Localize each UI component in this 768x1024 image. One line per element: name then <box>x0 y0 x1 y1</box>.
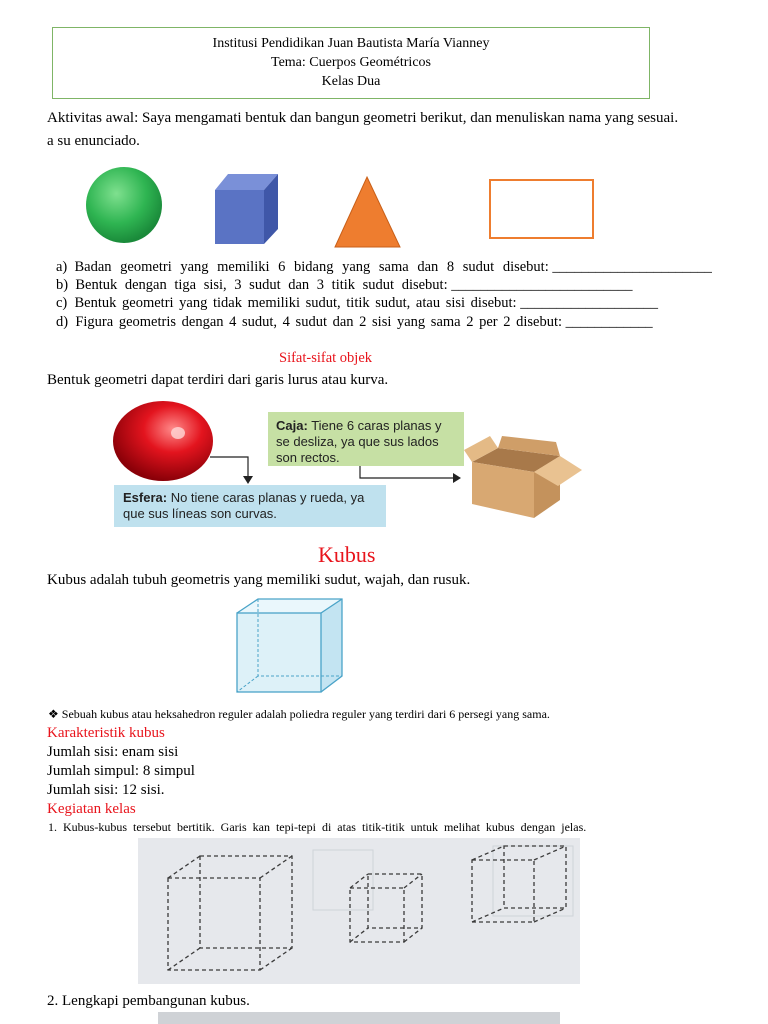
esfera-label: Esfera: <box>123 490 168 505</box>
question-c: c) Bentuk geometri yang tidak memiliki sudut, titik sudut, atau sisi disebut: ___________________ <box>56 295 658 311</box>
question-a: a) Badan geometri yang memiliki 6 bidang yang sama dan 8 sudut disebut: ______________________ <box>56 259 712 275</box>
diamond-bullet-icon: ❖ <box>48 707 59 721</box>
intro-line-1: Aktivitas awal: Saya mengamati bentuk dan bangun geometri berikut, dan menuliskan nama yang sesuai. <box>47 110 679 126</box>
grade-label: Kelas Dua <box>321 74 381 89</box>
characteristics-item-2: Jumlah simpul: 8 simpul <box>47 763 195 779</box>
caja-text: Tiene 6 caras planas y se desliza, ya que sus lados son rectos. <box>276 418 442 465</box>
kubus-bullet: ❖ Sebuah kubus atau heksahedron reguler adalah poliedra reguler yang terdiri dari 6 persegi yang sama. <box>48 707 550 721</box>
intro-line-2: a su enunciado. <box>47 133 140 149</box>
caja-card <box>268 412 464 466</box>
task-1: 1. Kubus-kubus tersebut bertitik. Garis kan tepi-tepi di atas titik-titik untuk melihat kubus dengan jelas. <box>48 820 587 834</box>
answer-blank-b[interactable]: _________________________ <box>451 277 633 293</box>
characteristics-item-1: Jumlah sisi: enam sisi <box>47 744 179 760</box>
esfera-card <box>114 485 386 527</box>
answer-blank-c[interactable]: ___________________ <box>520 295 658 311</box>
kubus-definition: Kubus adalah tubuh geometris yang memiliki sudut, wajah, dan rusuk. <box>47 572 471 588</box>
cube-construction-photo <box>158 1012 560 1024</box>
characteristics-item-3: Jumlah sisi: 12 sisi. <box>47 782 165 798</box>
blue-cube <box>215 174 278 244</box>
esfera-text: No tiene caras planas y rueda, ya que sus líneas son curvas. <box>123 490 365 521</box>
properties-text: Bentuk geometri dapat terdiri dari garis lurus atau kurva. <box>47 372 389 388</box>
red-sphere <box>113 401 213 481</box>
question-b: b) Bentuk dengan tiga sisi, 3 sudut dan 3 titik sudut disebut: _________________________ <box>56 277 633 293</box>
dotted-cubes-photo <box>138 838 580 984</box>
transparent-cube <box>234 596 346 696</box>
characteristics-title: Karakteristik kubus <box>47 725 165 741</box>
kubus-title: Kubus <box>318 542 376 567</box>
shapes-illustration <box>80 165 610 250</box>
sphere-arrow <box>210 457 248 480</box>
properties-title: Sifat-sifat objek <box>279 350 373 366</box>
orange-triangle <box>335 177 400 247</box>
theme-title: Tema: Cuerpos Geométricos <box>271 55 431 70</box>
activities-title: Kegiatan kelas <box>47 801 136 817</box>
orange-rectangle <box>490 180 593 238</box>
header-box <box>52 27 650 99</box>
institution-name: Institusi Pendidikan Juan Bautista María Vianney <box>212 36 490 51</box>
answer-blank-d[interactable]: ____________ <box>565 314 653 330</box>
green-sphere <box>86 167 162 243</box>
answer-blank-a[interactable]: ______________________ <box>552 259 712 275</box>
caja-label: Caja: <box>276 418 308 433</box>
cardboard-box <box>464 436 582 518</box>
question-d: d) Figura geometris dengan 4 sudut, 4 sudut dan 2 sisi yang sama 2 per 2 disebut: ____________ <box>56 314 653 330</box>
task-2: 2. Lengkapi pembangunan kubus. <box>47 993 250 1009</box>
